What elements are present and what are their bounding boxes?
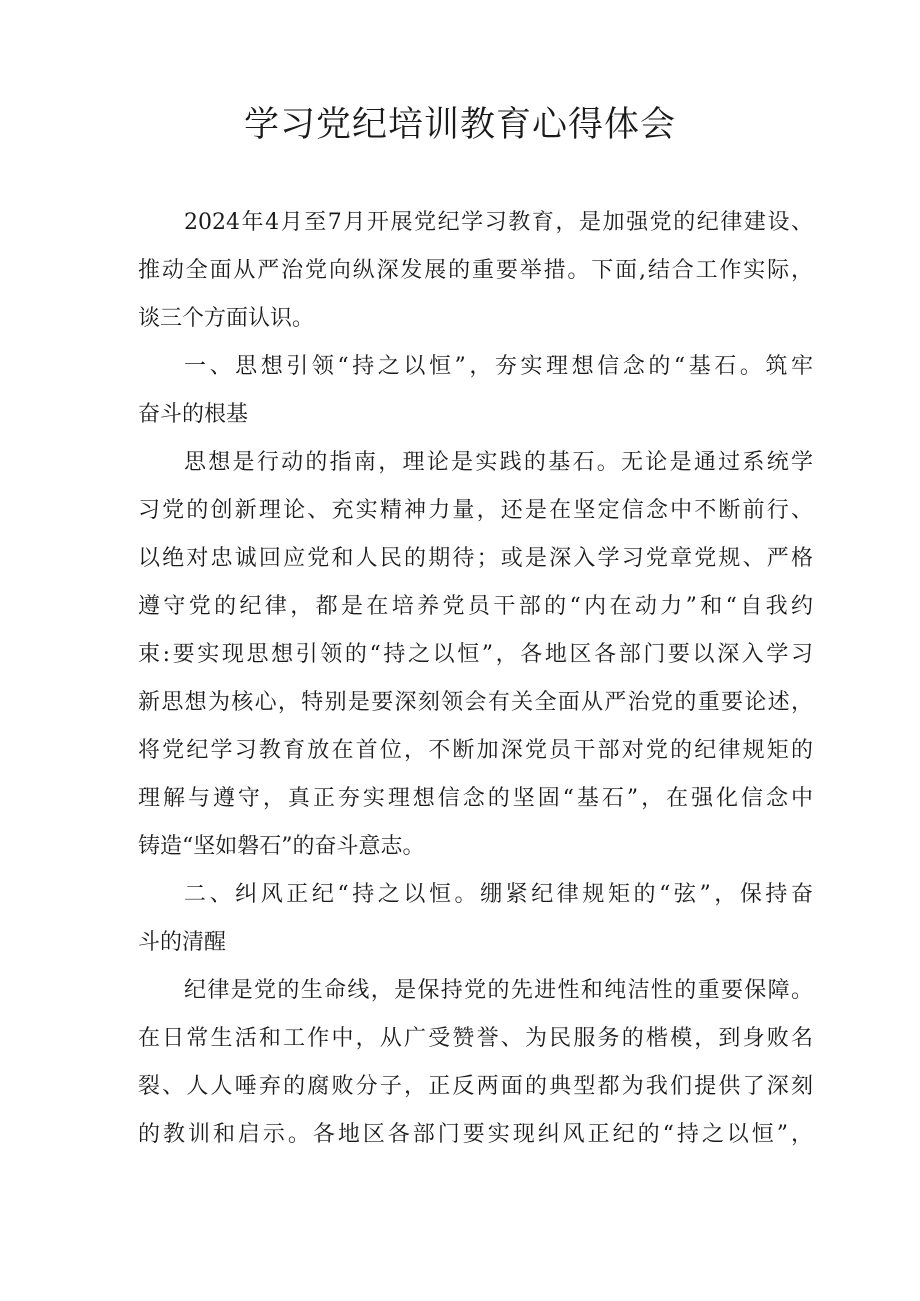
section-heading-line: 一、思想引领“持之以恒”，夯实理想信念的“基石。筑牢 xyxy=(184,354,813,379)
paragraph-line: 推动全面从严治党向纵深发展的重要举措。下面,结合工作实际， xyxy=(138,258,813,283)
paragraph-line: 习党的创新理论、充实精神力量，还是在坚定信念中不断前行、 xyxy=(138,498,813,523)
paragraph-line: 在日常生活和工作中，从广受赞誉、为民服务的楷模，到身败名 xyxy=(138,1026,813,1051)
paragraph-line: 将党纪学习教育放在首位，不断加深党员干部对党的纪律规矩的 xyxy=(138,738,813,763)
paragraph-line: 2024年4月至7月开展党纪学习教育，是加强党的纪律建设、 xyxy=(184,210,813,235)
document-title: 学习党纪培训教育心得体会 xyxy=(243,105,676,145)
paragraph-line: 理解与遵守，真正夯实理想信念的坚固“基石”，在强化信念中 xyxy=(138,786,813,811)
paragraph-line: 以绝对忠诚回应党和人民的期待；或是深入学习党章党规、严格 xyxy=(138,546,813,571)
paragraph-line: 铸造“坚如磐石”的奋斗意志。 xyxy=(138,834,425,859)
paragraph-line: 的教训和启示。各地区各部门要实现纠风正纪的“持之以恒”， xyxy=(138,1122,813,1147)
paragraph-line: 遵守党的纪律，都是在培养党员干部的“内在动力”和“自我约 xyxy=(138,594,813,619)
section-heading-line: 斗的清醒 xyxy=(138,930,227,955)
section-heading-line: 奋斗的根基 xyxy=(138,402,249,427)
paragraph-line: 谈三个方面认识。 xyxy=(138,306,315,331)
paragraph-line: 思想是行动的指南，理论是实践的基石。无论是通过系统学 xyxy=(184,450,813,475)
paragraph-line: 新思想为核心，特别是要深刻领会有关全面从严治党的重要论述， xyxy=(138,690,813,715)
section-heading-line: 二、纠风正纪“持之以恒。绷紧纪律规矩的“弦”，保持奋 xyxy=(184,882,813,907)
paragraph-line: 束:要实现思想引领的“持之以恒”，各地区各部门要以深入学习 xyxy=(138,642,813,667)
paragraph-line: 纪律是党的生命线，是保持党的先进性和纯洁性的重要保障。 xyxy=(184,978,813,1003)
paragraph-line: 裂、人人唾弃的腐败分子，正反两面的典型都为我们提供了深刻 xyxy=(138,1074,813,1099)
